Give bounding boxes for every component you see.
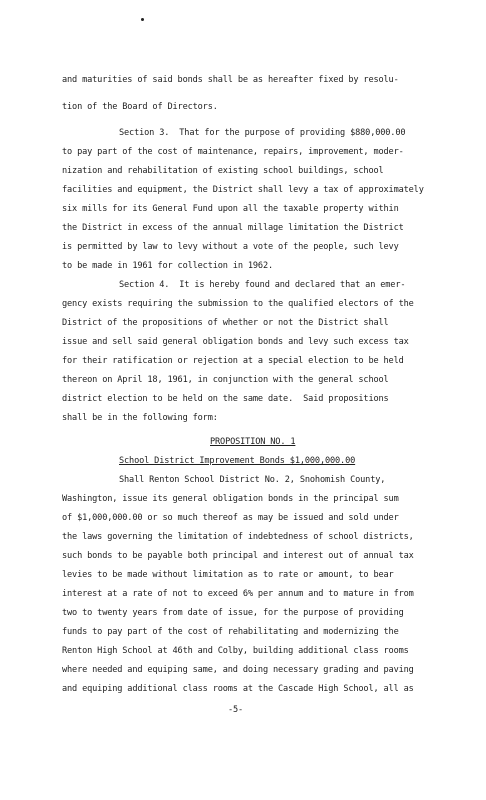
text-line: for their ratification or rejection at a special election to be held (62, 356, 404, 366)
text-line: and equiping additional class rooms at the Cascade High School, all as (62, 684, 414, 694)
text-line: two to twenty years from date of issue, for the purpose of providing (62, 608, 404, 618)
text-line: where needed and equiping same, and doing necessary grading and paving (62, 665, 414, 675)
text-line: to pay part of the cost of maintenance, repairs, improvement, moder- (62, 147, 404, 157)
text-line: District of the propositions of whether or not the District shall (62, 318, 389, 328)
text-line: six mills for its General Fund upon all the taxable property within (62, 204, 399, 214)
text-line: facilities and equipment, the District shall levy a tax of approximately (62, 185, 424, 195)
text-line: interest at a rate of not to exceed 6% per annum and to mature in from (62, 589, 414, 599)
text-line: Washington, issue its general obligation bonds in the principal sum (62, 494, 399, 504)
text-line: is permitted by law to levy without a vote of the people, such levy (62, 242, 399, 252)
text-line: Renton High School at 46th and Colby, building additional class rooms (62, 646, 409, 656)
page-number: -5- (228, 705, 244, 715)
text-line: funds to pay part of the cost of rehabilitating and modernizing the (62, 627, 399, 637)
text-line: gency exists requiring the submission to the qualified electors of the (62, 299, 414, 309)
text-line: of $1,000,000.00 or so much thereof as may be issued and sold under (62, 513, 399, 523)
text-line: thereon on April 18, 1961, in conjunction with the general school (62, 375, 389, 385)
text-line: such bonds to be payable both principal and interest out of annual tax (62, 551, 414, 561)
text-line: levies to be made without limitation as to rate or amount, to bear (62, 570, 394, 580)
text-line: Section 3. That for the purpose of providing $880,000.00 (119, 128, 406, 138)
text-line: district election to be held on the same date. Said propositions (62, 394, 389, 404)
text-line: Section 4. It is hereby found and declared that an emer- (119, 280, 406, 290)
text-line: and maturities of said bonds shall be as hereafter fixed by resolu- (62, 75, 399, 85)
proposition-heading: PROPOSITION NO. 1 (210, 437, 296, 447)
text-line: the District in excess of the annual millage limitation the District (62, 223, 404, 233)
text-line: Shall Renton School District No. 2, Snohomish County, (119, 475, 386, 485)
proposition-subheading: School District Improvement Bonds $1,000,000.00 (119, 456, 356, 466)
text-line: shall be in the following form: (62, 413, 218, 423)
text-line: to be made in 1961 for collection in 1962. (62, 261, 274, 271)
text-line: tion of the Board of Directors. (62, 102, 218, 112)
text-line: issue and sell said general obligation bonds and levy such excess tax (62, 337, 409, 347)
text-line: nization and rehabilitation of existing school buildings, school (62, 166, 384, 176)
text-line: the laws governing the limitation of indebtedness of school districts, (62, 532, 414, 542)
scan-speck (141, 18, 144, 21)
